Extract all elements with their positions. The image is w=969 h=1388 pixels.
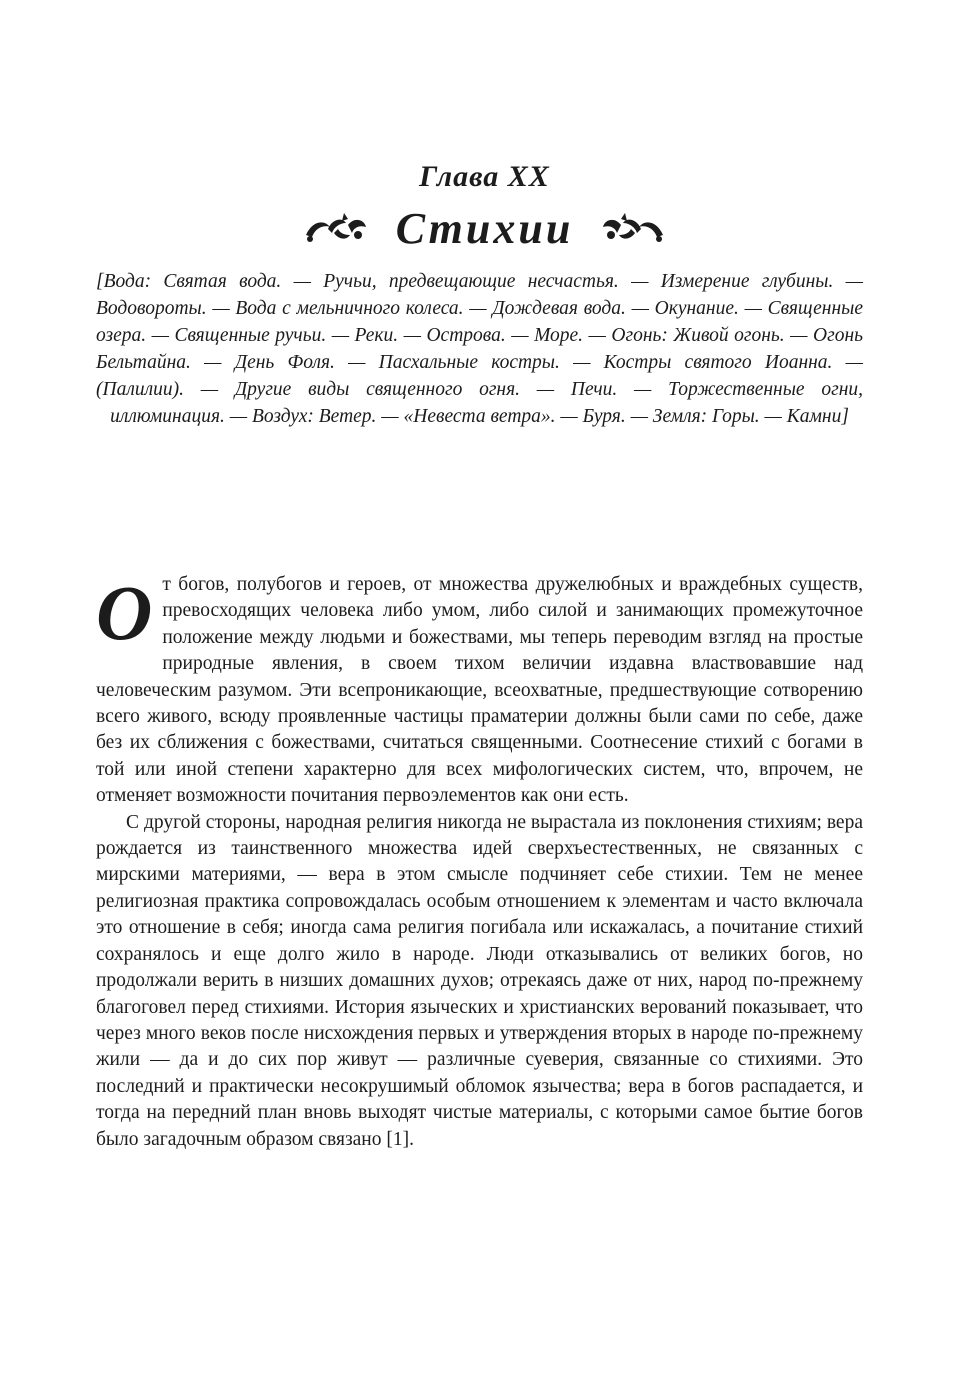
paragraph-1-text: т богов, полубогов и героев, от множества дружелюбных и враждебных существ, превосходящих человека либо умом, либо силой и занимающих промежуточное положение между людьми и божествами, мы теперь переводим взгляд на простые природные явления, в своем тихом величии издавна властвовавшие над человеческим разумом. Эти всепроникающие, всеохватные, предшествующие сотворению всего живого, всюду проявленные частицы праматерии должны были сами по себе, даже без их сближения с божествами, считаться священными. Соотнесение стихий с богами в той или иной степени характерно для всех мифологических систем, что, впрочем, не отменяет возможности почитания первоэлементов как они есть. <box>96 574 863 807</box>
floral-ornament-left-icon <box>304 211 370 245</box>
chapter-summary: [Вода: Святая вода. — Ручьи, предвещающие несчастья. — Измерение глубины. — Водовороты. — Вода с мельничного колеса. — Дождевая вода. — Окунание. — Священные озера. — Священные ручьи. — Реки. — Острова. — Море. — Огонь: Живой огонь. — Огонь Бельтайна. — День Фоля. — Пасхальные костры. — Костры святого Иоанна. — (Палилии). — Другие виды священного огня. — Печи. — Торжественные огни, иллюминация. — Воздух: Ветер. — «Невеста ветра». — Буря. — Земля: Горы. — Камни] <box>96 271 863 427</box>
chapter-title: Стихии <box>395 203 574 253</box>
paragraph-1 <box>96 569 863 810</box>
paragraph-2: С другой стороны, народная религия никогда не вырастала из поклонения стихиям; вера рождается из таинственного множества идей сверхъестественных, не связанных с мирскими материями, — вера в этом смысле подчиняет себе стихии. Тем не менее религиозная практика сопровождалась особым отношением к элементам и часто включала это отношение в себя; иногда сама религия погибала или искажалась, а почитание стихий сохранялось и еще долго жило в народе. Люди отказывались от великих богов, но продолжали верить в низших домашних духов; отрекаясь даже от них, народ по-прежнему благоговел перед стихиями. История языческих и христианских верований показывает, что через много веков после нисхождения первых и утверждения вторых в народе по-прежнему жили — да и до сих пор живут — различные суеверия, связанные со стихиями. Это последний и практически несокрушимый обломок язычества; вера в богов распадается, и тогда на передний план вновь выходят чистые материалы, с которыми самое бытие богов было загадочным образом связано [1]. <box>96 811 863 1150</box>
drop-cap: О <box>96 569 153 656</box>
chapter-body <box>96 569 863 1153</box>
floral-ornament-right-icon <box>599 211 665 245</box>
chapter-title-row <box>0 198 969 258</box>
chapter-label: Глава XX <box>419 160 550 193</box>
